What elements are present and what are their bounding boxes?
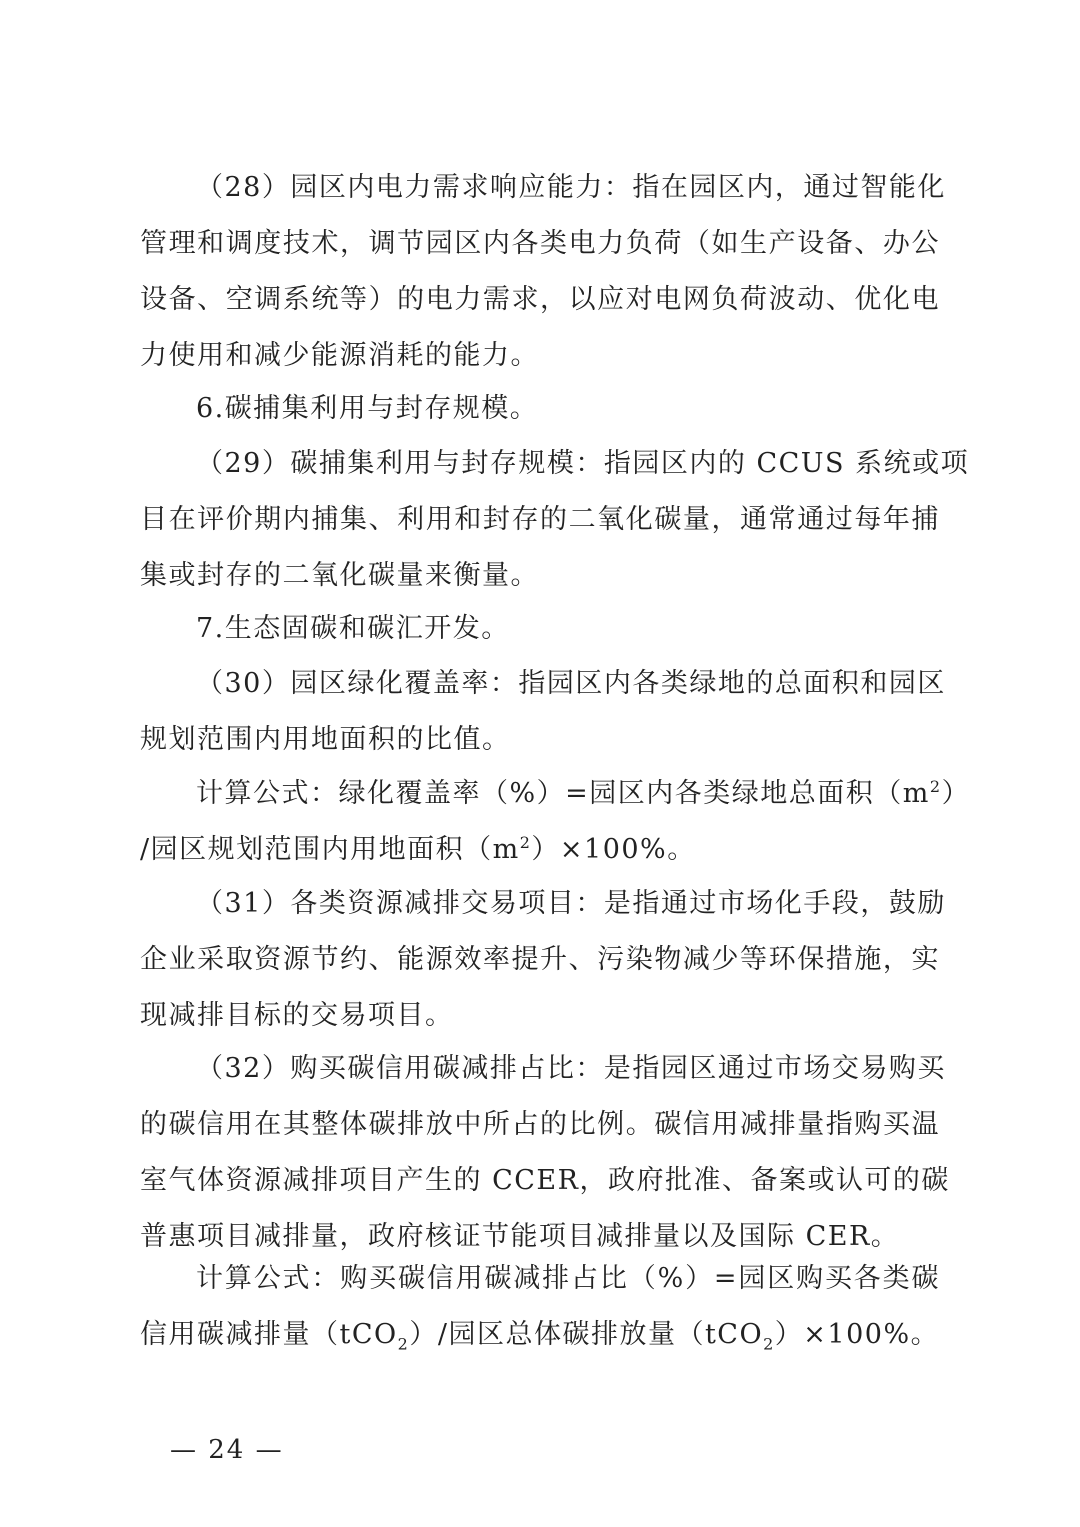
formula-text: ）×100%。: [531, 834, 696, 865]
formula-text: 计算公式：绿化覆盖率（%）=园区内各类绿地总面积（m: [196, 778, 930, 809]
text-line: 7.生态固碳和碳汇开发。: [196, 613, 510, 644]
paragraph-32: [140, 1041, 950, 1265]
superscript: 2: [929, 777, 942, 796]
text-line: 管理和调度技术，调节园区内各类电力负荷（如生产设备、办公: [140, 228, 940, 259]
subscript: 2: [397, 1334, 410, 1354]
text-line: 设备、空调系统等）的电力需求，以应对电网负荷波动、优化电: [140, 284, 940, 315]
formula-line: [140, 1307, 940, 1363]
text-line: 6.碳捕集利用与封存规模。: [196, 393, 539, 424]
paragraph-29: [140, 436, 970, 604]
paragraph-30: [140, 656, 946, 768]
text-line: 集或封存的二氧化碳量来衡量。: [140, 560, 539, 591]
text-line: 目在评价期内捕集、利用和封存的二氧化碳量，通常通过每年捕: [140, 504, 940, 535]
superscript: 2: [519, 833, 532, 852]
section-heading-7: [140, 601, 940, 657]
page-number: — 24 —: [170, 1435, 284, 1465]
formula-carbon-credit: [140, 1251, 940, 1363]
formula-line: 计算公式：购买碳信用碳减排占比（%）=园区购买各类碳: [196, 1263, 940, 1294]
text-line: （28）园区内电力需求响应能力：指在园区内，通过智能化: [196, 172, 946, 203]
text-line: 企业采取资源节约、能源效率提升、污染物减少等环保措施，实: [140, 944, 940, 975]
formula-line: [140, 766, 971, 822]
text-line: 现减排目标的交易项目。: [140, 1000, 454, 1031]
text-line: （31）各类资源减排交易项目：是指通过市场化手段，鼓励: [196, 888, 946, 919]
text-line: （29）碳捕集利用与封存规模：指园区内的 CCUS 系统或项: [196, 448, 970, 479]
formula-text: ）/园区总体碳排放量（tCO: [409, 1319, 764, 1350]
section-heading-6: [140, 381, 940, 437]
formula-text: ）×100%。: [774, 1319, 940, 1350]
formula-line: [140, 822, 940, 878]
text-line: 力使用和减少能源消耗的能力。: [140, 340, 539, 371]
formula-text: 信用碳减排量（tCO: [140, 1319, 398, 1350]
paragraph-28: [140, 160, 946, 384]
text-line: （30）园区绿化覆盖率：指园区内各类绿地的总面积和园区: [196, 668, 946, 699]
formula-text: ）: [941, 778, 971, 809]
paragraph-31: [140, 876, 946, 1044]
text-line: 普惠项目减排量，政府核证节能项目减排量以及国际 CER。: [140, 1221, 900, 1252]
subscript: 2: [763, 1334, 775, 1354]
text-line: 的碳信用在其整体碳排放中所占的比例。碳信用减排量指购买温: [140, 1109, 940, 1140]
formula-text: /园区规划范围内用地面积（m: [140, 834, 520, 865]
text-line: （32）购买碳信用碳减排占比：是指园区通过市场交易购买: [196, 1053, 946, 1084]
text-line: 规划范围内用地面积的比值。: [140, 724, 511, 755]
formula-green-coverage: [140, 766, 971, 878]
text-line: 室气体资源减排项目产生的 CCER，政府批准、备案或认可的碳: [140, 1165, 950, 1196]
